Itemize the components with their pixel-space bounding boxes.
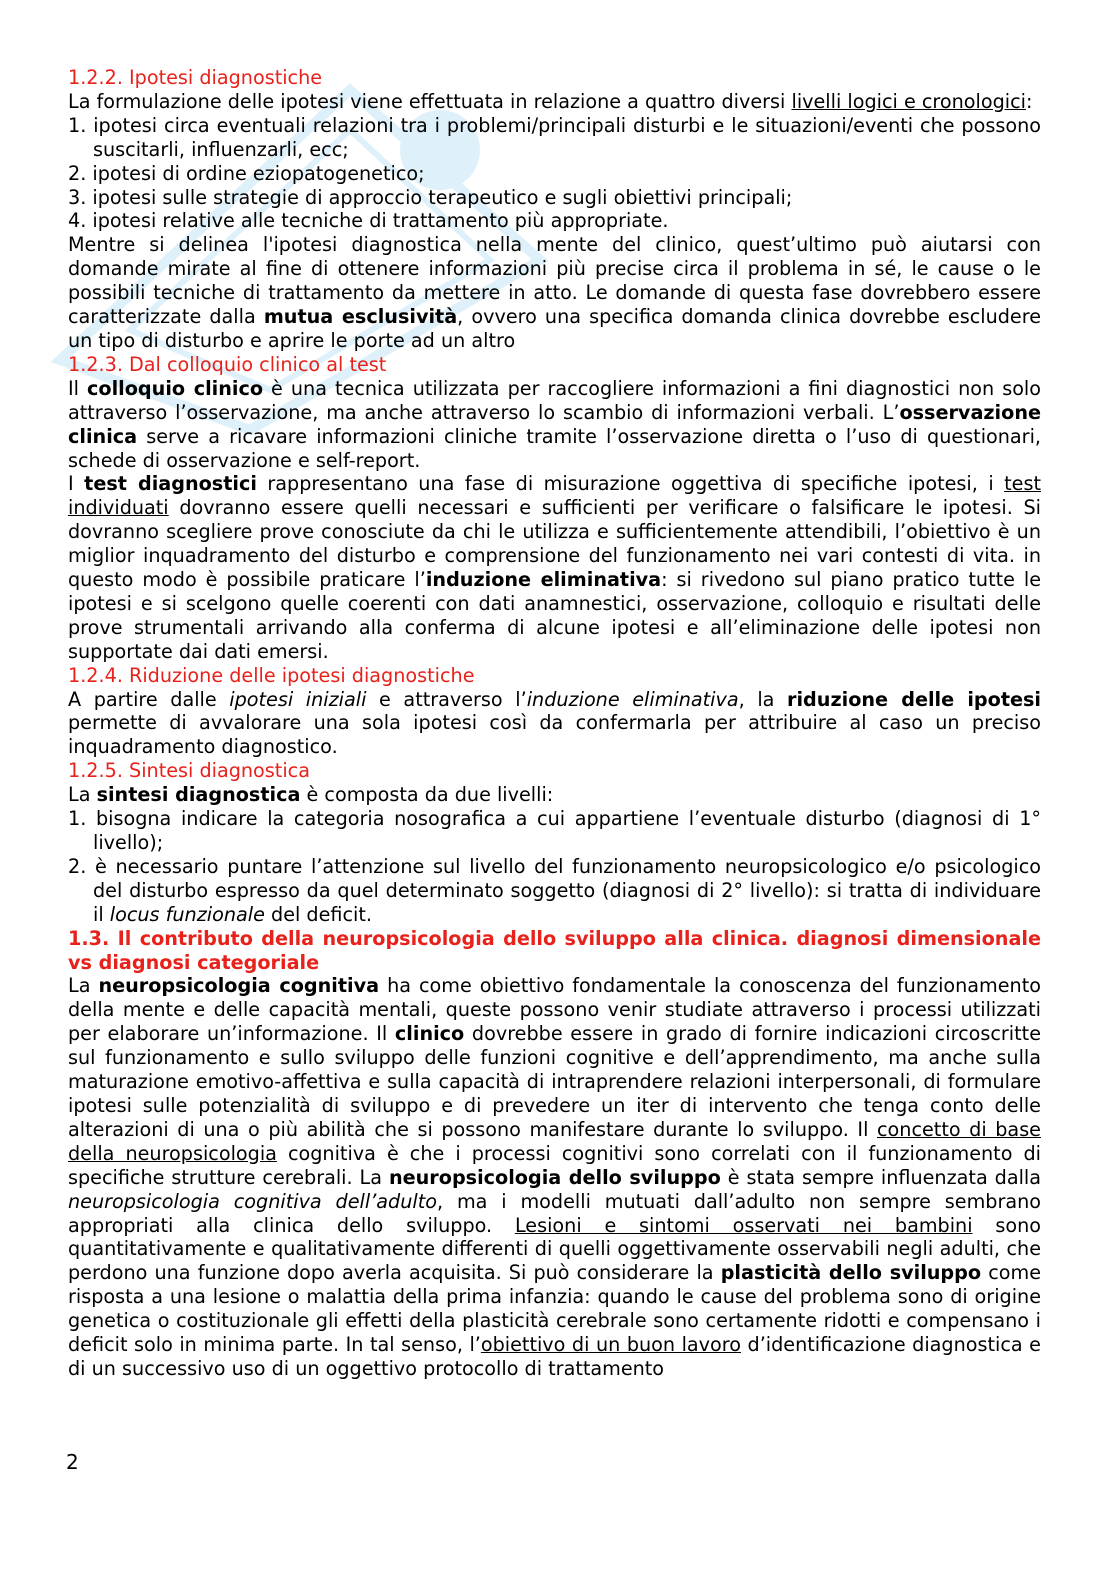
list-item [68, 855, 1041, 927]
text: Il [68, 376, 88, 400]
paragraph-test [68, 472, 1041, 663]
text: è composta da due livelli: [300, 783, 554, 807]
text: La [68, 974, 99, 998]
levels-list [68, 807, 1041, 927]
bold-term: clinico [394, 1022, 465, 1046]
italic-term: neuropsicologia cognitiva dell’adulto [68, 1189, 437, 1213]
text: : si rivedono sul piano pratico tutte le ipotesi e si scelgono quelle coerenti con dati anamnestici, osservazione, colloquio e risultati delle prove strumentali arrivando alla conferma di alcune ipotesi e all’eliminazione delle ipotesi non supportate dai dati emersi. [68, 568, 1041, 663]
italic-term: ipotesi iniziali [229, 687, 367, 711]
italic-term: locus funzionale [109, 902, 265, 926]
bold-term: riduzione delle ipotesi [787, 687, 1041, 711]
text: e attraverso l’ [366, 687, 527, 711]
text: dovranno essere quelli necessari e sufficienti per verificare o falsificare le ipotesi. Si dovranno scegliere prove conosciute da chi le utilizza e sufficientemente attendibili, l’obiettivo è un miglior inquadramento del disturbo e comprensione del funzionamento nei vari contesti di vita. in questo modo è possibile praticare l’ [68, 496, 1041, 592]
paragraph-domande [68, 233, 1041, 353]
text: La formulazione delle ipotesi viene effettuata in relazione a quattro diversi [68, 89, 792, 113]
paragraph-colloquio [68, 377, 1041, 473]
list-item: 2. ipotesi di ordine eziopatogenetico; [68, 161, 425, 185]
text: ha come obiettivo fondamentale la conoscenza del funzionamento della mente e delle capacità mentali, queste possono venir studiate attraverso i processi utilizzati per elaborare un’informazione. Il [68, 974, 1041, 1046]
paragraph-livelli [68, 90, 1041, 114]
bold-term: induzione eliminativa [425, 568, 662, 592]
heading-1-2-2: 1.2.2. Ipotesi diagnostiche [68, 66, 323, 89]
text: Mentre si delinea l'ipotesi diagnostica nella mente del clinico, quest’ultimo può aiutarsi con domande mirate al fine di ottenere informazioni più precise circa il problema in sé, le cause o le possibili tecniche di trattamento da mettere in atto. Le domande di questa fase dovrebbero essere caratterizzate dalla [68, 233, 1041, 329]
list-item: 3. ipotesi sulle strategie di approccio terapeutico e sugli obiettivi principali; [68, 185, 793, 209]
text: del deficit. [264, 902, 373, 926]
underlined-term: obiettivo di un buon lavoro [480, 1333, 741, 1357]
text: serve a ricavare informazioni cliniche tramite l’osservazione diretta o l’uso di questionari, schede di osservazione e self-report. [68, 424, 1041, 472]
underlined-term: test individuati [68, 472, 1041, 520]
paragraph-neuropsicologia [68, 974, 1041, 1380]
text: permette di avvalorare una sola ipotesi così da confermarla per attribuire al caso un preciso inquadramento diagnostico. [68, 711, 1041, 759]
italic-term: induzione eliminativa [526, 687, 739, 711]
bold-term: test diagnostici [84, 472, 257, 496]
text: 2. è necessario puntare l’attenzione sul livello del funzionamento neuropsicologico e/o psicologico del disturbo espresso da quel determinato soggetto (diagnosi di 2° livello): si tratta di individuare il [68, 854, 1041, 926]
text: A partire dalle [68, 687, 230, 711]
underlined-term: Lesioni e sintomi osservati nei bambini [514, 1213, 973, 1237]
heading-1-2-4: 1.2.4. Riduzione delle ipotesi diagnostiche [68, 663, 475, 687]
bold-term: neuropsicologia dello sviluppo [388, 1165, 721, 1189]
heading-1-2-3: 1.2.3. Dal colloquio clinico al test [68, 352, 387, 376]
paragraph-sintesi [68, 783, 1041, 807]
text: come risposta a una lesione o malattia della prima infanzia: quando le cause del problema sono di origine genetica o costituzionale gli effetti della plasticità cerebrale sono certamente ridotti e compensano i deficit solo in minima parte. In tal senso, l’ [68, 1261, 1042, 1357]
text: d’identificazione diagnostica e di un successivo uso di un oggettivo protocollo di trattamento [68, 1333, 1041, 1380]
list-item: 1. ipotesi circa eventuali relazioni tra i problemi/principali disturbi e le situazioni/eventi che possono suscitarli, influenzarli, ecc; [68, 113, 1041, 161]
bold-term: plasticità dello sviluppo [720, 1261, 982, 1285]
bold-term: mutua esclusività [263, 305, 458, 329]
paragraph-riduzione [68, 688, 1041, 760]
text: , ovvero una specifica domanda clinica dovrebbe escludere un tipo di disturbo e aprire le porte ad un altro [68, 305, 1041, 352]
text: , la [738, 687, 788, 711]
bold-term: neuropsicologia cognitiva [98, 974, 380, 998]
text: La [68, 783, 97, 807]
text: : [1025, 89, 1033, 113]
document-page [68, 66, 1041, 1381]
bold-term: sintesi diagnostica [96, 783, 301, 807]
page-number: 2 [66, 1450, 79, 1474]
text: rappresentano una fase di misurazione oggettiva di specifiche ipotesi, i [256, 472, 1005, 496]
text: è una tecnica utilizzata per raccogliere informazioni a fini diagnostici non solo attraverso l’osservazione, ma anche attraverso lo scambio di informazioni verbali. L’ [68, 376, 1041, 424]
list-item: 1. bisogna indicare la categoria nosografica a cui appartiene l’eventuale disturbo (diagnosi di 1° livello); [68, 807, 1041, 854]
text: è stata sempre influenzata dalla [720, 1165, 1042, 1189]
hypothesis-list [68, 114, 1041, 234]
heading-1-2-5: 1.2.5. Sintesi diagnostica [68, 759, 310, 783]
text: cognitiva è che i processi cognitivi sono correlati con il funzionamento di specifiche strutture cerebrali. La [68, 1141, 1041, 1189]
underlined-term: concetto di base della neuropsicologia [68, 1117, 1041, 1165]
bold-term: osservazione clinica [68, 400, 1041, 448]
bold-term: colloquio clinico [87, 376, 264, 400]
text: sono quantitativamente e qualitativamente differenti di quelli oggettivamente osservabili negli adulti, che perdono una funzione dopo averla acquisita. Si può considerare la [68, 1213, 1041, 1285]
underlined-term: livelli logici e cronologici [791, 89, 1026, 113]
text: I [68, 472, 85, 496]
list-item: 4. ipotesi relative alle tecniche di trattamento più appropriate. [68, 209, 669, 233]
heading-1-3: 1.3. Il contributo della neuropsicologia dello sviluppo alla clinica. diagnosi dimensionale vs diagnosi categoriale [68, 926, 1041, 974]
text: dovrebbe essere in grado di fornire indicazioni circoscritte sul funzionamento e sullo sviluppo delle funzioni cognitive e dell’apprendimento, ma anche sulla maturazione emotivo-affettiva e sulla capacità di intraprendere relazioni interpersonali, di formulare ipotesi sulle potenzialità di sviluppo e di prevedere un iter di intervento che tenga conto delle alterazioni di una o più abilità che si possono manifestare durante lo sviluppo. Il [68, 1022, 1041, 1141]
text: , ma i modelli mutuati dall’adulto non sempre sembrano appropriati alla clinica dello sviluppo. [68, 1189, 1042, 1237]
